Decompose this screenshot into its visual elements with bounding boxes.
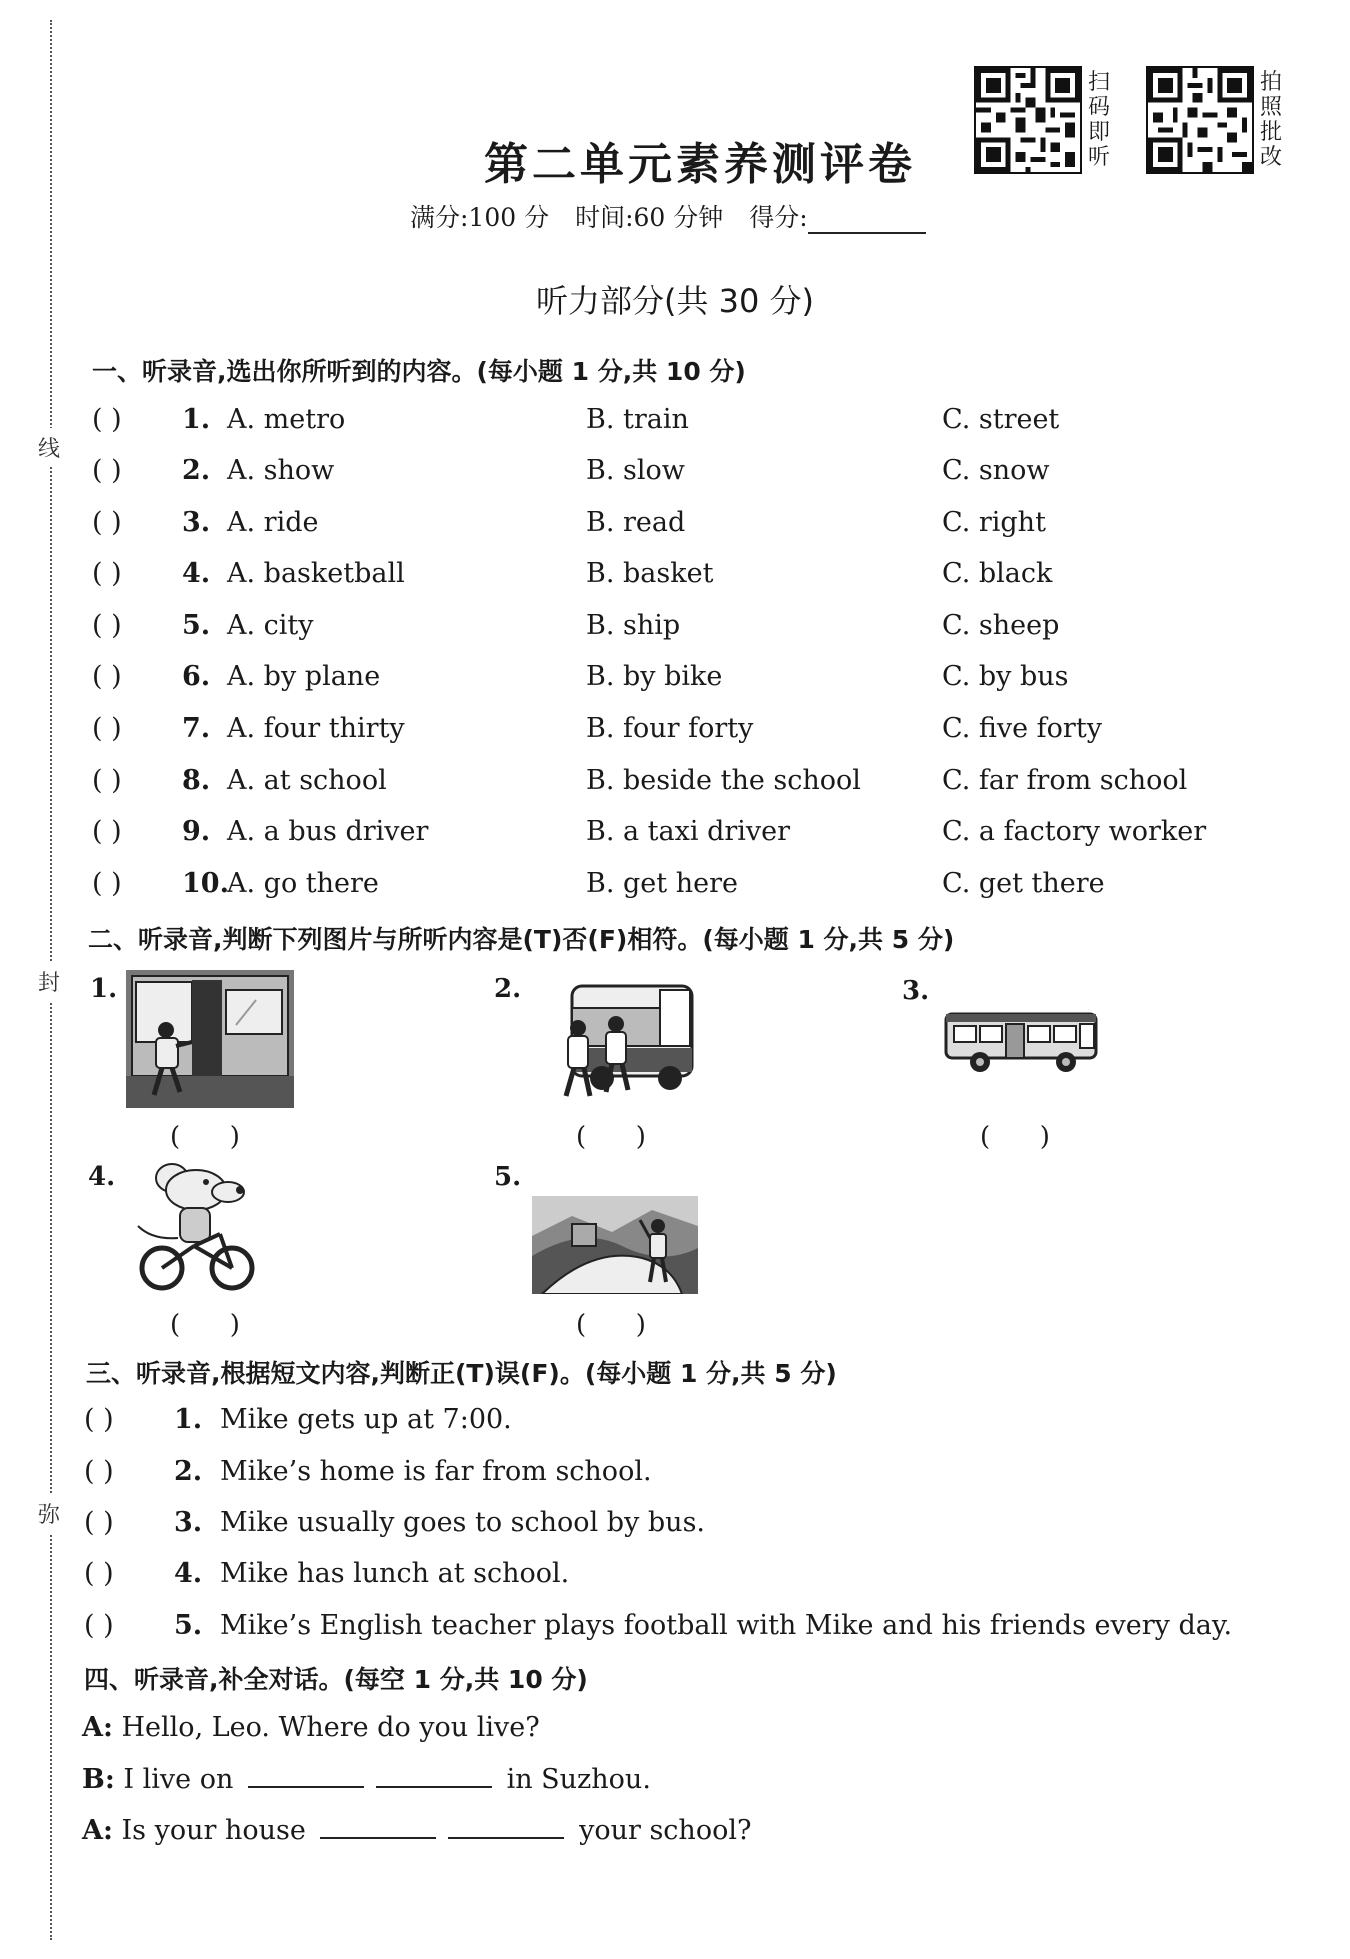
answer-paren[interactable]: ( ) [92, 455, 122, 486]
dialogue-text: Is your house [121, 1815, 306, 1846]
answer-paren[interactable]: ( ) [576, 1122, 646, 1152]
full-score: 满分:100 分 [410, 203, 550, 232]
option-a: A. metro [227, 404, 346, 435]
qr-right-char: 批 [1260, 120, 1283, 145]
answer-paren[interactable]: ( ) [92, 713, 122, 744]
grading-qr-code-icon[interactable] [1146, 66, 1254, 174]
statement-text: Mike’s home is far from school. [220, 1456, 652, 1487]
statement-text: Mike has lunch at school. [220, 1558, 570, 1589]
fill-blank[interactable] [376, 1764, 492, 1788]
qr-left-char: 听 [1088, 145, 1111, 170]
answer-paren[interactable]: ( ) [92, 661, 122, 692]
tf-question [84, 1456, 1284, 1487]
mc-question [92, 765, 1272, 805]
binding-char-feng: 封 [38, 962, 60, 1001]
answer-paren[interactable]: ( ) [92, 610, 122, 641]
fill-blank[interactable] [448, 1815, 564, 1839]
binding-char-mi: 弥 [38, 1494, 60, 1533]
option-b: B. four forty [586, 713, 754, 744]
answer-paren[interactable]: ( ) [84, 1558, 114, 1589]
question-number: 5. [174, 1610, 203, 1641]
answer-paren[interactable]: ( ) [92, 816, 122, 847]
answer-paren[interactable]: ( ) [84, 1456, 114, 1487]
fill-blank[interactable] [248, 1764, 364, 1788]
picture-number: 2. [494, 974, 522, 1004]
answer-paren[interactable]: ( ) [84, 1610, 114, 1641]
qr-right-label [1260, 70, 1286, 170]
option-c: C. street [942, 404, 1060, 435]
option-a: A. ride [227, 507, 319, 538]
option-c: C. sheep [942, 610, 1060, 641]
bus-picture-icon [944, 1010, 1102, 1076]
qr-right-char: 拍 [1260, 70, 1283, 95]
dialogue-line [82, 1815, 751, 1846]
section1-title: 一、听录音,选出你所听到的内容。(每小题 1 分,共 10 分) [92, 357, 746, 386]
option-c: C. by bus [942, 661, 1069, 692]
picture-number: 5. [494, 1162, 522, 1192]
option-b: B. get here [586, 868, 738, 899]
option-b: B. beside the school [586, 765, 861, 796]
tf-question [84, 1507, 1284, 1538]
mc-question [92, 816, 1272, 856]
listen-qr-code-icon[interactable] [974, 66, 1082, 174]
option-a: A. basketball [227, 558, 405, 589]
bus-stop-picture-icon [532, 978, 698, 1104]
dialogue-text: your school? [579, 1815, 752, 1846]
answer-paren[interactable]: ( ) [92, 507, 122, 538]
option-c: C. far from school [942, 765, 1188, 796]
question-number: 4. [182, 558, 211, 589]
option-b: B. basket [586, 558, 714, 589]
metro-boarding-picture-icon [126, 970, 294, 1108]
mouse-on-bike-picture-icon [132, 1160, 260, 1294]
answer-paren[interactable]: ( ) [92, 765, 122, 796]
dialogue-text: I live on [123, 1764, 234, 1795]
mc-question [92, 868, 1272, 908]
page-title: 第二单元素养测评卷 [484, 139, 916, 190]
question-number: 9. [182, 816, 211, 847]
dialogue-text: Hello, Leo. Where do you live? [121, 1712, 540, 1743]
dialogue-line [82, 1764, 651, 1795]
qr-left-char: 即 [1088, 120, 1111, 145]
section3-title: 三、听录音,根据短文内容,判断正(T)误(F)。(每小题 1 分,共 5 分) [86, 1359, 837, 1388]
dialogue-text: in Suzhou. [506, 1764, 651, 1795]
option-a: A. a bus driver [227, 816, 429, 847]
section4-title: 四、听录音,补全对话。(每空 1 分,共 10 分) [84, 1665, 588, 1694]
option-c: C. a factory worker [942, 816, 1207, 847]
answer-paren[interactable]: ( ) [92, 404, 122, 435]
answer-paren[interactable]: ( ) [170, 1122, 240, 1152]
speaker-label: A: [82, 1712, 113, 1743]
question-number: 7. [182, 713, 211, 744]
score-blank [808, 208, 926, 234]
statement-text: Mike’s English teacher plays football with Mike and his friends every day. [220, 1610, 1233, 1641]
option-c: C. snow [942, 455, 1050, 486]
tf-question [84, 1404, 1284, 1435]
mc-question [92, 455, 1272, 495]
answer-paren[interactable]: ( ) [84, 1404, 114, 1435]
option-a: A. four thirty [227, 713, 405, 744]
question-number: 1. [174, 1404, 203, 1435]
picture-number: 1. [90, 974, 118, 1004]
exam-meta [410, 198, 926, 234]
option-a: A. city [227, 610, 314, 641]
option-c: C. black [942, 558, 1053, 589]
score-label: 得分: [749, 203, 808, 232]
speaker-label: B: [82, 1764, 115, 1795]
option-a: A. by plane [227, 661, 381, 692]
answer-paren[interactable]: ( ) [980, 1122, 1050, 1152]
tf-question [84, 1610, 1284, 1641]
tf-question [84, 1558, 1284, 1589]
qr-left-char: 扫 [1088, 70, 1111, 95]
option-b: B. train [586, 404, 689, 435]
qr-left-char: 码 [1088, 95, 1111, 120]
mc-question [92, 558, 1272, 598]
option-b: B. read [586, 507, 686, 538]
section2-title: 二、听录音,判断下列图片与所听内容是(T)否(F)相符。(每小题 1 分,共 5 分) [88, 925, 955, 954]
statement-text: Mike gets up at 7:00. [220, 1404, 512, 1435]
option-c: C. five forty [942, 713, 1102, 744]
option-a: A. at school [227, 765, 387, 796]
question-number: 2. [182, 455, 211, 486]
mc-question [92, 610, 1272, 650]
qr-left-label [1088, 70, 1114, 170]
option-b: B. ship [586, 610, 681, 641]
dialogue-line [82, 1712, 540, 1743]
question-number: 8. [182, 765, 211, 796]
option-a: A. go there [227, 868, 379, 899]
answer-paren[interactable]: ( ) [170, 1310, 240, 1340]
question-number: 4. [174, 1558, 203, 1589]
qr-right-char: 照 [1260, 95, 1283, 120]
mc-question [92, 713, 1272, 753]
question-number: 2. [174, 1456, 203, 1487]
mc-question [92, 661, 1272, 701]
answer-paren[interactable]: ( ) [84, 1507, 114, 1538]
great-wall-picture-icon [532, 1196, 698, 1294]
option-b: B. a taxi driver [586, 816, 791, 847]
fill-blank[interactable] [320, 1815, 436, 1839]
time-limit: 时间:60 分钟 [575, 203, 724, 232]
mc-question [92, 507, 1272, 547]
mc-question [92, 404, 1272, 444]
binding-char-xian: 线 [38, 428, 60, 467]
question-number: 10. [182, 868, 229, 899]
option-c: C. get there [942, 868, 1105, 899]
option-c: C. right [942, 507, 1046, 538]
answer-paren[interactable]: ( ) [576, 1310, 646, 1340]
question-number: 5. [182, 610, 211, 641]
qr-right-char: 改 [1260, 145, 1283, 170]
answer-paren[interactable]: ( ) [92, 558, 122, 589]
listening-part-title: 听力部分(共 30 分) [535, 282, 815, 320]
picture-number: 4. [88, 1162, 116, 1192]
option-b: B. slow [586, 455, 685, 486]
statement-text: Mike usually goes to school by bus. [220, 1507, 706, 1538]
picture-number: 3. [902, 976, 930, 1006]
question-number: 6. [182, 661, 211, 692]
question-number: 3. [182, 507, 211, 538]
question-number: 1. [182, 404, 211, 435]
answer-paren[interactable]: ( ) [92, 868, 122, 899]
speaker-label: A: [82, 1815, 113, 1846]
option-a: A. show [227, 455, 335, 486]
question-number: 3. [174, 1507, 203, 1538]
option-b: B. by bike [586, 661, 723, 692]
